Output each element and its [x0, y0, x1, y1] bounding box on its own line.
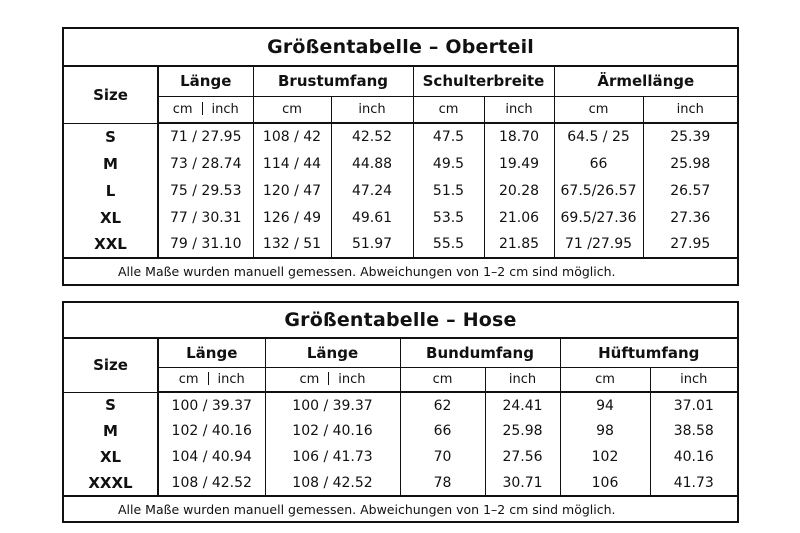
table-title: Größentabelle – Oberteil: [63, 28, 738, 66]
table-row: [63, 204, 738, 231]
laenge-2-cell: 108 / 42.52: [265, 470, 400, 496]
brust-inch-cell: 51.97: [331, 231, 413, 258]
laenge-cell: 77 / 30.31: [158, 204, 253, 231]
bund-cm-cell: 66: [400, 418, 485, 444]
laenge-2-cell: 100 / 39.37: [265, 392, 400, 418]
unit-cm: cm: [253, 96, 331, 123]
unit-inch: inch: [338, 371, 366, 387]
unit-inch: inch: [643, 96, 738, 123]
bund-cm-cell: 70: [400, 444, 485, 470]
bund-inch-cell: 25.98: [485, 418, 560, 444]
huefte-inch-cell: 37.01: [650, 392, 738, 418]
table-row: [63, 392, 738, 418]
unit-inch: inch: [211, 101, 239, 117]
size-cell: M: [63, 150, 158, 177]
unit-separator: [208, 372, 209, 385]
aermel-cm-cell: 66: [554, 150, 643, 177]
unit-inch: inch: [484, 96, 554, 123]
huefte-cm-cell: 98: [560, 418, 650, 444]
unit-cm: cm: [413, 96, 484, 123]
laenge-cell: 79 / 31.10: [158, 231, 253, 258]
laenge-cell: 100 / 39.37: [158, 392, 265, 418]
brust-cm-cell: 120 / 47: [253, 177, 331, 204]
aermel-cm-cell: 64.5 / 25: [554, 123, 643, 150]
header-hueftumfang: Hüftumfang: [560, 338, 738, 367]
bund-inch-cell: 24.41: [485, 392, 560, 418]
schulter-inch-cell: 20.28: [484, 177, 554, 204]
unit-cm: cm: [299, 371, 320, 387]
laenge-cell: 102 / 40.16: [158, 418, 265, 444]
header-laenge: Länge: [158, 338, 265, 367]
brust-inch-cell: 44.88: [331, 150, 413, 177]
huefte-cm-cell: 106: [560, 470, 650, 496]
schulter-inch-cell: 21.85: [484, 231, 554, 258]
table-row: [63, 470, 738, 496]
size-cell: XXXL: [63, 470, 158, 496]
aermel-cm-cell: 67.5/26.57: [554, 177, 643, 204]
aermel-inch-cell: 26.57: [643, 177, 738, 204]
unit-inch: inch: [650, 367, 738, 392]
size-cell: S: [63, 392, 158, 418]
size-cell: XXL: [63, 231, 158, 258]
huefte-cm-cell: 94: [560, 392, 650, 418]
size-cell: XL: [63, 204, 158, 231]
header-schulterbreite: Schulterbreite: [413, 66, 554, 96]
brust-inch-cell: 47.24: [331, 177, 413, 204]
unit-cm-inch: [265, 367, 400, 392]
size-cell: S: [63, 123, 158, 150]
unit-cm: cm: [178, 371, 199, 387]
header-brustumfang: Brustumfang: [253, 66, 413, 96]
header-laenge-2: Länge: [265, 338, 400, 367]
brust-cm-cell: 132 / 51: [253, 231, 331, 258]
unit-inch: inch: [217, 371, 245, 387]
size-table-top: [62, 27, 739, 286]
brust-cm-cell: 114 / 44: [253, 150, 331, 177]
aermel-cm-cell: 69.5/27.36: [554, 204, 643, 231]
laenge-2-cell: 106 / 41.73: [265, 444, 400, 470]
brust-cm-cell: 108 / 42: [253, 123, 331, 150]
table-row: [63, 150, 738, 177]
size-cell: XL: [63, 444, 158, 470]
laenge-cell: 73 / 28.74: [158, 150, 253, 177]
bund-cm-cell: 62: [400, 392, 485, 418]
schulter-cm-cell: 49.5: [413, 150, 484, 177]
table-row: [63, 123, 738, 150]
bund-cm-cell: 78: [400, 470, 485, 496]
header-size: Size: [63, 338, 158, 392]
unit-cm-inch: [158, 96, 253, 123]
unit-cm-inch: [158, 367, 265, 392]
table-row: [63, 418, 738, 444]
laenge-cell: 104 / 40.94: [158, 444, 265, 470]
brust-inch-cell: 42.52: [331, 123, 413, 150]
header-laenge: Länge: [158, 66, 253, 96]
unit-inch: inch: [485, 367, 560, 392]
aermel-inch-cell: 25.98: [643, 150, 738, 177]
aermel-cm-cell: 71 /27.95: [554, 231, 643, 258]
unit-cm: cm: [554, 96, 643, 123]
unit-cm: cm: [560, 367, 650, 392]
table-row: [63, 177, 738, 204]
schulter-inch-cell: 19.49: [484, 150, 554, 177]
huefte-inch-cell: 38.58: [650, 418, 738, 444]
size-table-bottom: [62, 301, 739, 523]
size-cell: M: [63, 418, 158, 444]
schulter-cm-cell: 51.5: [413, 177, 484, 204]
laenge-cell: 108 / 42.52: [158, 470, 265, 496]
aermel-inch-cell: 25.39: [643, 123, 738, 150]
table-title: Größentabelle – Hose: [63, 302, 738, 338]
header-size: Size: [63, 66, 158, 123]
measurement-note: Alle Maße wurden manuell gemessen. Abweichungen von 1–2 cm sind möglich.: [63, 496, 738, 522]
unit-cm: cm: [400, 367, 485, 392]
aermel-inch-cell: 27.36: [643, 204, 738, 231]
size-cell: L: [63, 177, 158, 204]
laenge-2-cell: 102 / 40.16: [265, 418, 400, 444]
header-bundumfang: Bundumfang: [400, 338, 560, 367]
aermel-inch-cell: 27.95: [643, 231, 738, 258]
unit-cm: cm: [172, 101, 193, 117]
laenge-cell: 75 / 29.53: [158, 177, 253, 204]
laenge-cell: 71 / 27.95: [158, 123, 253, 150]
huefte-inch-cell: 41.73: [650, 470, 738, 496]
huefte-inch-cell: 40.16: [650, 444, 738, 470]
brust-inch-cell: 49.61: [331, 204, 413, 231]
unit-separator: [328, 372, 329, 385]
header-aermellaenge: Ärmellänge: [554, 66, 738, 96]
schulter-cm-cell: 53.5: [413, 204, 484, 231]
bund-inch-cell: 27.56: [485, 444, 560, 470]
table-row: [63, 444, 738, 470]
unit-separator: [202, 102, 203, 115]
measurement-note: Alle Maße wurden manuell gemessen. Abweichungen von 1–2 cm sind möglich.: [63, 258, 738, 285]
huefte-cm-cell: 102: [560, 444, 650, 470]
brust-cm-cell: 126 / 49: [253, 204, 331, 231]
unit-inch: inch: [331, 96, 413, 123]
bund-inch-cell: 30.71: [485, 470, 560, 496]
schulter-inch-cell: 21.06: [484, 204, 554, 231]
schulter-cm-cell: 55.5: [413, 231, 484, 258]
schulter-inch-cell: 18.70: [484, 123, 554, 150]
table-row: [63, 231, 738, 258]
schulter-cm-cell: 47.5: [413, 123, 484, 150]
